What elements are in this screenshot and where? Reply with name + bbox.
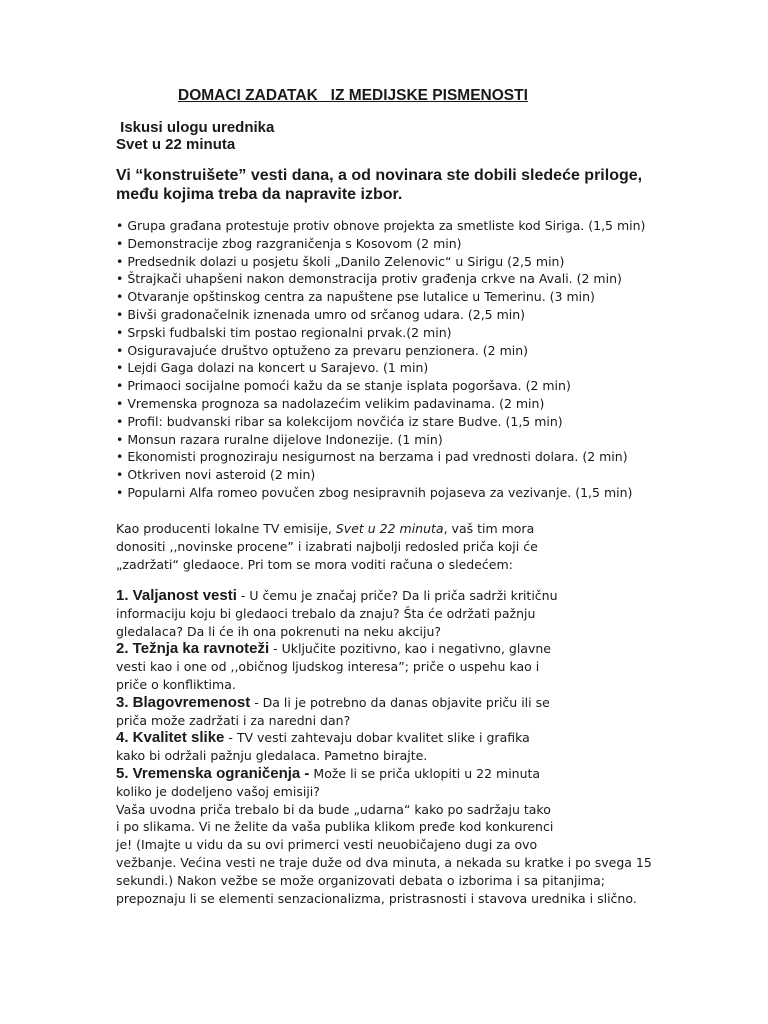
list-item: • Lejdi Gaga dolazi na koncert u Sarajevo. (1 min) xyxy=(116,360,429,376)
paragraph-text: Kao producenti lokalne TV emisije, xyxy=(116,521,336,536)
criterion-3 xyxy=(116,694,676,712)
criterion-text: vesti kao i one od ,,običnog ljudskog interesa”; priče o uspehu kao i xyxy=(116,659,540,675)
criterion-5 xyxy=(116,765,676,783)
criterion-heading: 2. Težnja ka ravnoteži xyxy=(116,640,270,658)
criterion-2 xyxy=(116,640,676,658)
criteria-section xyxy=(116,587,676,907)
news-items-list xyxy=(116,217,645,502)
intro-line: među kojima treba da napravite izbor. xyxy=(116,186,403,203)
list-item: • Osiguravajuće društvo optuženo za prevaru penzionera. (2 min) xyxy=(116,342,529,358)
criterion-text: je! (Imajte u vidu da su ovi primerci vesti neuobičajeno dugi za ovo xyxy=(116,837,538,853)
list-item: • Ekonomisti prognoziraju nesigurnost na berzama i pad vrednosti dolara. (2 min) xyxy=(116,449,628,465)
producer-paragraph xyxy=(116,520,676,573)
criterion-text: - Uključite pozitivno, kao i negativno, glavne xyxy=(269,641,551,657)
list-item: • Primaoci socijalne pomoći kažu da se stanje isplata pogoršava. (2 min) xyxy=(116,378,571,394)
intro-line: Vi “konstruišete” vesti dana, a od novinara ste dobili sledeće priloge, xyxy=(116,167,643,184)
paragraph-text: , vaš tim mora xyxy=(443,521,535,536)
criterion-heading: 1. Valjanost vesti xyxy=(116,587,237,604)
criterion-text: - U čemu je značaj priče? Da li priča sadrži kritičnu xyxy=(236,588,558,603)
criterion-heading: 5. Vremenska ograničenja - xyxy=(116,764,310,782)
list-item: • Predsednik dolazi u posjetu školi „Danilo Zelenovic“ u Sirigu (2,5 min) xyxy=(116,253,565,269)
criterion-text: priča može zadržati i za naredni dan? xyxy=(116,712,351,728)
criterion-1 xyxy=(116,587,676,605)
paragraph-line: donositi ,,novinske procene” i izabrati najbolji redosled priča koji će xyxy=(116,538,538,554)
criterion-text: koliko je dodeljeno vašoj emisiji? xyxy=(116,783,320,799)
subtitle-role: Iskusi ulogu urednika xyxy=(116,119,275,136)
list-item: • Bivši gradonačelnik iznenada umro od srčanog udara. (2,5 min) xyxy=(116,306,526,322)
list-item: • Grupa građana protestuje protiv obnove projekta za smetliste kod Siriga. (1,5 min) xyxy=(116,218,646,233)
show-name-emphasis: Svet u 22 minuta xyxy=(335,521,444,536)
list-item: • Otkriven novi asteroid (2 min) xyxy=(116,467,316,483)
list-item: • Profil: budvanski ribar sa kolekcijom novčića iz stare Budve. (1,5 min) xyxy=(116,413,563,429)
list-item: • Monsun razara ruralne dijelove Indonezije. (1 min) xyxy=(116,431,443,447)
criterion-text: - TV vesti zahtevaju dobar kvalitet slike i grafika xyxy=(224,730,530,746)
criterion-text: gledalaca? Da li će ih ona pokrenuti na neku akciju? xyxy=(116,623,442,639)
criterion-text: prepoznaju li se elementi senzacionalizma, pristrasnosti i stavova urednika i slično. xyxy=(116,890,637,906)
criterion-text: - Da li je potrebno da danas objavite priču ili se xyxy=(250,694,550,710)
paragraph-line: „zadržati“ gledaoce. Pri tom se mora voditi računa o sledećem: xyxy=(116,556,513,572)
paragraph-line xyxy=(116,520,676,538)
criterion-text: kako bi održali pažnju gledalaca. Pametno birajte. xyxy=(116,748,428,764)
criterion-heading: 3. Blagovremenost xyxy=(116,693,251,711)
list-item: • Popularni Alfa romeo povučen zbog nesipravnih pojaseva za vezivanje. (1,5 min) xyxy=(116,484,633,500)
intro-text xyxy=(116,166,736,204)
criterion-text: Vaša uvodna priča trebalo bi da bude „udarna“ kako po sadržaju tako xyxy=(116,801,551,817)
subtitle-show: Svet u 22 minuta xyxy=(116,136,236,153)
list-item: • Srpski fudbalski tim postao regionalni prvak.(2 min) xyxy=(116,324,452,340)
criterion-text: informaciju koju bi gledaoci trebalo da znaju? Šta će održati pažnju xyxy=(116,605,536,621)
criterion-text: priče o konfliktima. xyxy=(116,676,236,692)
list-item: • Otvaranje opštinskog centra za napuštene pse lutalice u Temerinu. (3 min) xyxy=(116,289,595,305)
criterion-4 xyxy=(116,729,676,747)
criterion-text: vežbanje. Većina vesti ne traje duže od dva minuta, a nekada su kratke i po svega 15 xyxy=(116,854,652,870)
list-item: • Demonstracije zbog razgraničenja s Kosovom (2 min) xyxy=(116,235,462,251)
criterion-text: i po slikama. Vi ne želite da vaša publika klikom pređe kod konkurenci xyxy=(116,819,554,835)
document-title: DOMACI ZADATAK IZ MEDIJSKE PISMENOSTI xyxy=(178,87,528,104)
criterion-text: Može li se priča uklopiti u 22 minuta xyxy=(309,765,541,781)
list-item: • Vremenska prognoza sa nadolazećim velikim padavinama. (2 min) xyxy=(116,395,545,411)
list-item: • Štrajkači uhapšeni nakon demonstracija protiv građenja crkve na Avali. (2 min) xyxy=(116,271,622,287)
criterion-text: sekundi.) Nakon vežbe se može organizovati debata o izborima i sa pitanjima; xyxy=(116,872,606,888)
criterion-heading: 4. Kvalitet slike xyxy=(116,729,225,747)
